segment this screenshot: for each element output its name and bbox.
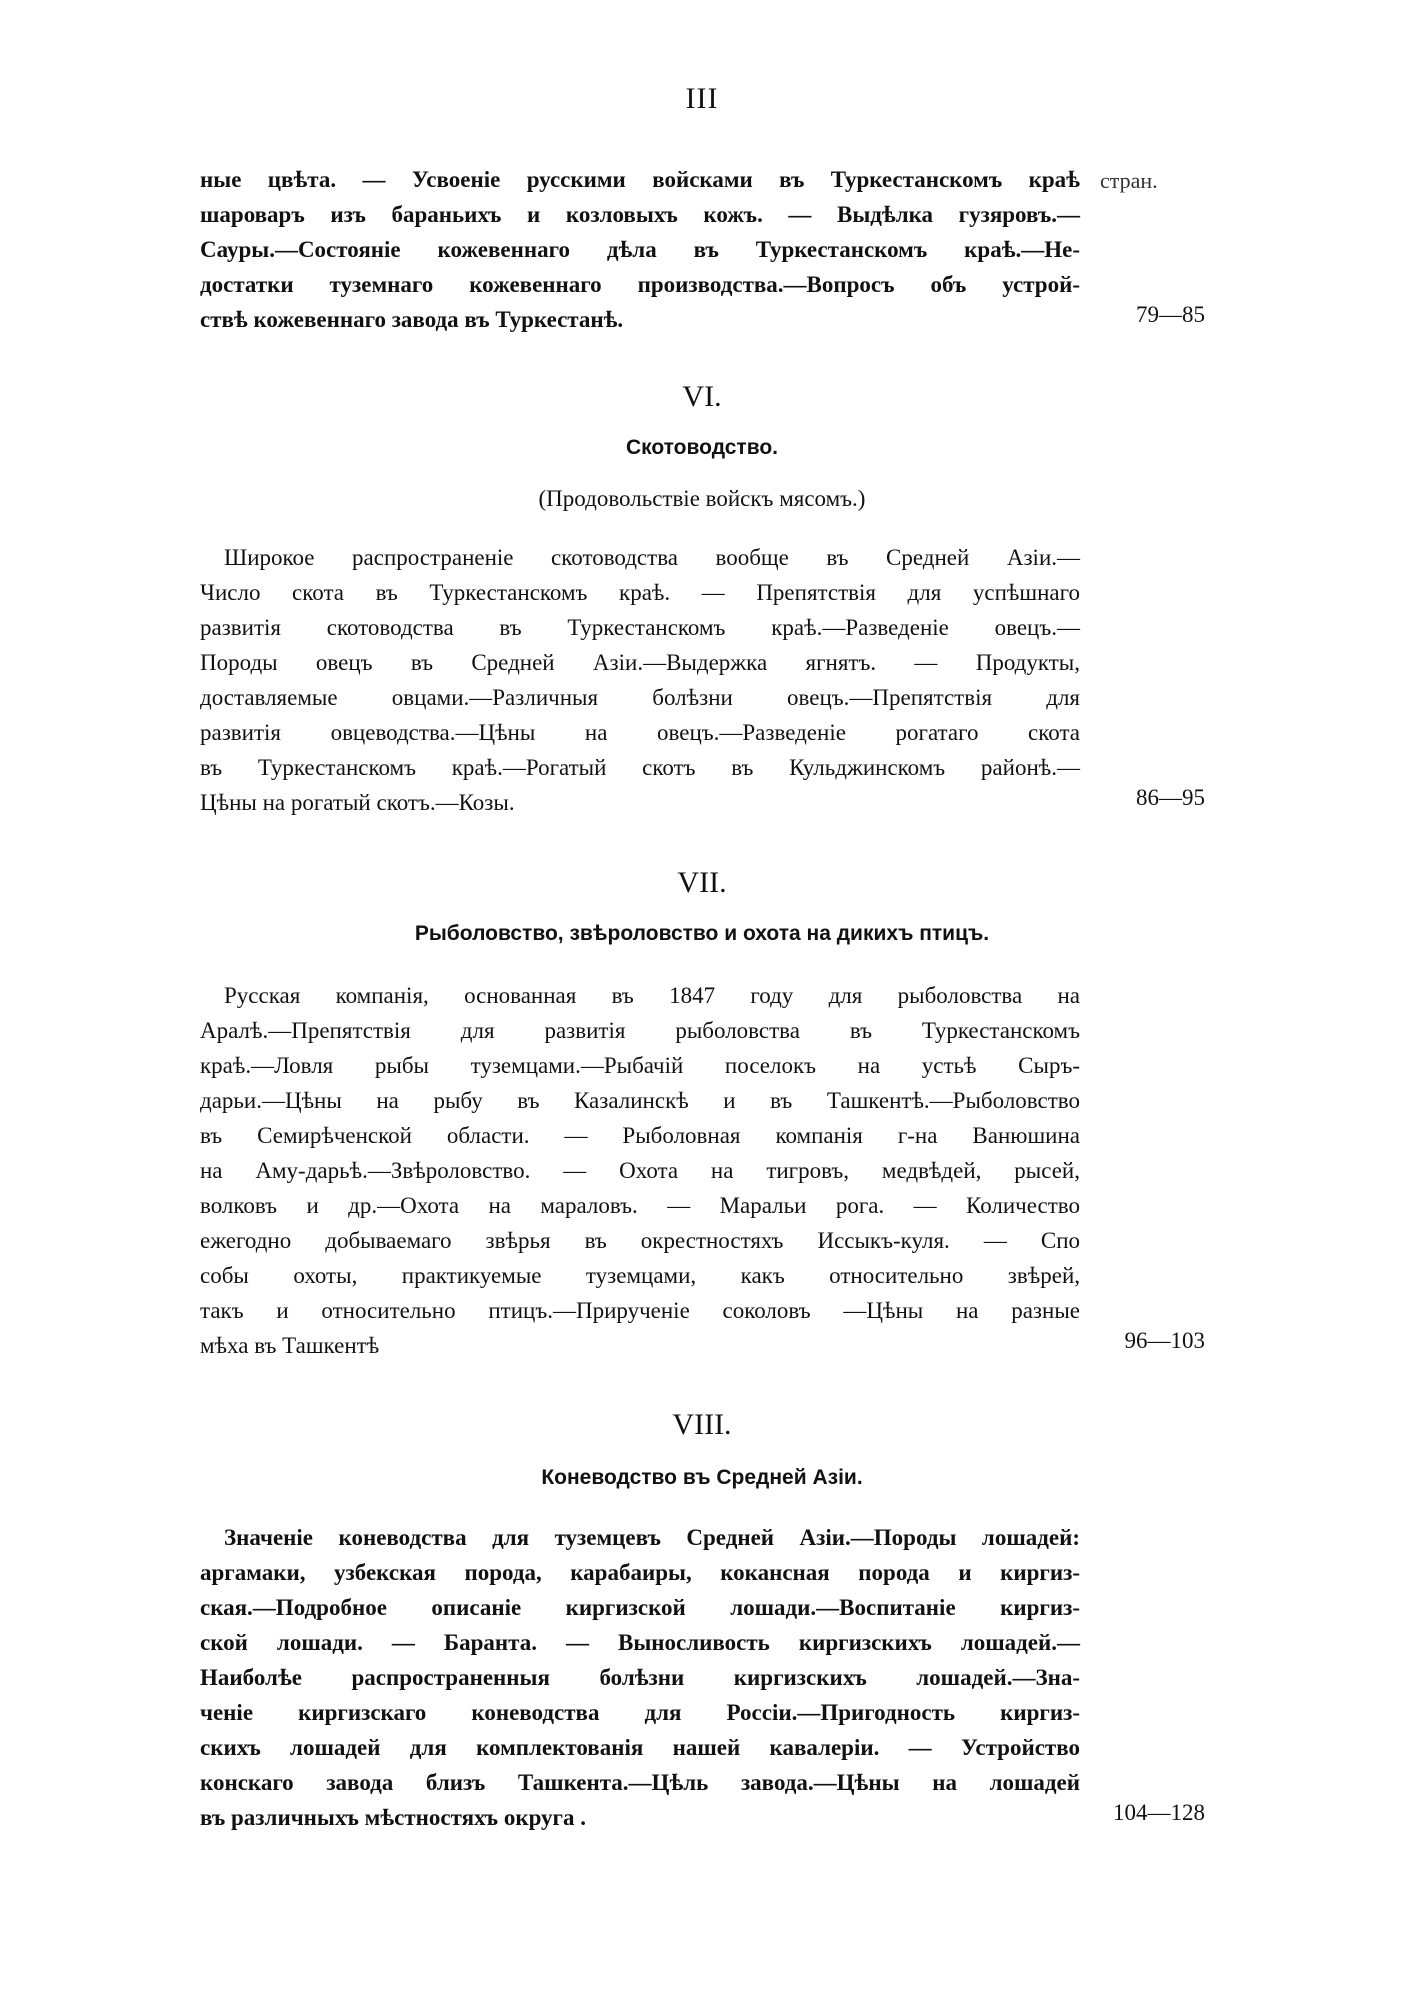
section-continuation (200, 162, 1080, 337)
text-line: достатки туземнаго кожевеннаго производства.—Вопросъ объ устрой- (200, 272, 1080, 297)
text-line: ская.—Подробное описаніе киргизской лошади.—Воспитаніе киргиз- (200, 1595, 1080, 1620)
text-line: Число скота въ Туркестанскомъ краѣ. — Препятствія для успѣшнаго (200, 580, 1080, 605)
text-line: собы охоты, практикуемые туземцами, какъ относительно звѣрей, (200, 1263, 1080, 1288)
text-line: развитія овцеводства.—Цѣны на овецъ.—Разведеніе рогатаго скота (200, 720, 1080, 745)
text-line: Наиболѣе распространенныя болѣзни киргизскихъ лошадей.—Зна- (200, 1665, 1080, 1690)
text-line: доставляемые овцами.—Различныя болѣзни овецъ.—Препятствія для (200, 685, 1080, 710)
section-number: VII. (677, 866, 727, 899)
text-line: мѣха въ Ташкентѣ (200, 1333, 380, 1358)
section-number: VIII. (672, 1408, 732, 1441)
text-line: ченіе киргизскаго коневодства для Россіи.—Пригодность киргиз- (200, 1700, 1080, 1725)
text-line: Цѣны на рогатый скотъ.—Козы. (200, 790, 515, 815)
text-line: ежегодно добываемаго звѣрья въ окрестностяхъ Иссыкъ-куля. — Спо (200, 1228, 1080, 1253)
page-range: 79—85 (1136, 302, 1205, 327)
section-heading: Скотоводство. (625, 436, 779, 459)
text-line: Породы овецъ въ Средней Азіи.—Выдержка ягнятъ. — Продукты, (200, 650, 1080, 675)
section-text (200, 1520, 1080, 1835)
text-line: такъ и относительно птицъ.—Прирученіе соколовъ —Цѣны на разные (200, 1298, 1080, 1323)
section-text (200, 978, 1080, 1363)
section-text (200, 162, 1080, 337)
section-fishing (200, 978, 1080, 1363)
page-range: 86—95 (1136, 785, 1205, 810)
text-line: развитія скотоводства въ Туркестанскомъ краѣ.—Разведеніе овецъ.— (200, 615, 1080, 640)
text-line: на Аму-дарьѣ.—Звѣроловство. — Охота на тигровъ, медвѣдей, рысей, (200, 1158, 1080, 1183)
text-line: конскаго завода близъ Ташкента.—Цѣль завода.—Цѣны на лошадей (200, 1770, 1080, 1795)
page-range: 96—103 (1124, 1328, 1205, 1353)
page-range: 104—128 (1113, 1800, 1205, 1825)
text-line: аргамаки, узбекская порода, карабаиры, кокансная порода и киргиз- (200, 1560, 1080, 1585)
text-line: въ Туркестанскомъ краѣ.—Рогатый скотъ въ Кульджинскомъ районѣ.— (200, 755, 1080, 780)
text-line: Сауры.—Состояніе кожевеннаго дѣла въ Туркестанскомъ краѣ.—Не- (200, 237, 1080, 262)
text-line: краѣ.—Ловля рыбы туземцами.—Рыбачій поселокъ на устьѣ Сыръ- (200, 1053, 1080, 1078)
text-line: Широкое распространеніе скотоводства вообще въ Средней Азіи.— (224, 545, 1080, 570)
section-livestock (200, 540, 1080, 820)
text-line: шароваръ изъ бараньихъ и козловыхъ кожъ. — Выдѣлка гузяровъ.— (200, 202, 1080, 227)
section-subheading: (Продовольствіе войскъ мясомъ.) (538, 486, 866, 511)
text-line: ные цвѣта. — Усвоеніе русскими войсками въ Туркестанскомъ краѣ (200, 167, 1080, 192)
text-line: ской лошади. — Баранта. — Выносливость киргизскихъ лошадей.— (200, 1630, 1080, 1655)
section-heading: Рыболовство, звѣроловство и охота на дикихъ птицъ. (414, 922, 990, 945)
text-line: скихъ лошадей для комплектованія нашей кавалеріи. — Устройство (200, 1735, 1080, 1760)
text-line: дарьи.—Цѣны на рыбу въ Казалинскѣ и въ Ташкентѣ.—Рыболовство (200, 1088, 1080, 1113)
text-line: въ различныхъ мѣстностяхъ округа . (200, 1805, 587, 1830)
section-horse-breeding (200, 1520, 1080, 1835)
page-number: III (685, 82, 719, 115)
section-text (200, 540, 1080, 820)
text-line: въ Семирѣченской области. — Рыболовная компанія г-на Ванюшина (200, 1123, 1080, 1148)
pages-column-label: стран. (1100, 168, 1158, 193)
text-line: волковъ и др.—Охота на мараловъ. — Маральи рога. — Количество (200, 1193, 1080, 1218)
text-line: Русская компанія, основанная въ 1847 году для рыболовства на (224, 983, 1080, 1008)
text-line: ствѣ кожевеннаго завода въ Туркестанѣ. (200, 307, 624, 332)
text-line: Значеніе коневодства для туземцевъ Средней Азіи.—Породы лошадей: (224, 1525, 1080, 1550)
section-heading: Коневодство въ Средней Азіи. (541, 1466, 863, 1489)
text-line: Аралѣ.—Препятствія для развитія рыболовства въ Туркестанскомъ (200, 1018, 1080, 1043)
section-number: VI. (682, 380, 722, 413)
